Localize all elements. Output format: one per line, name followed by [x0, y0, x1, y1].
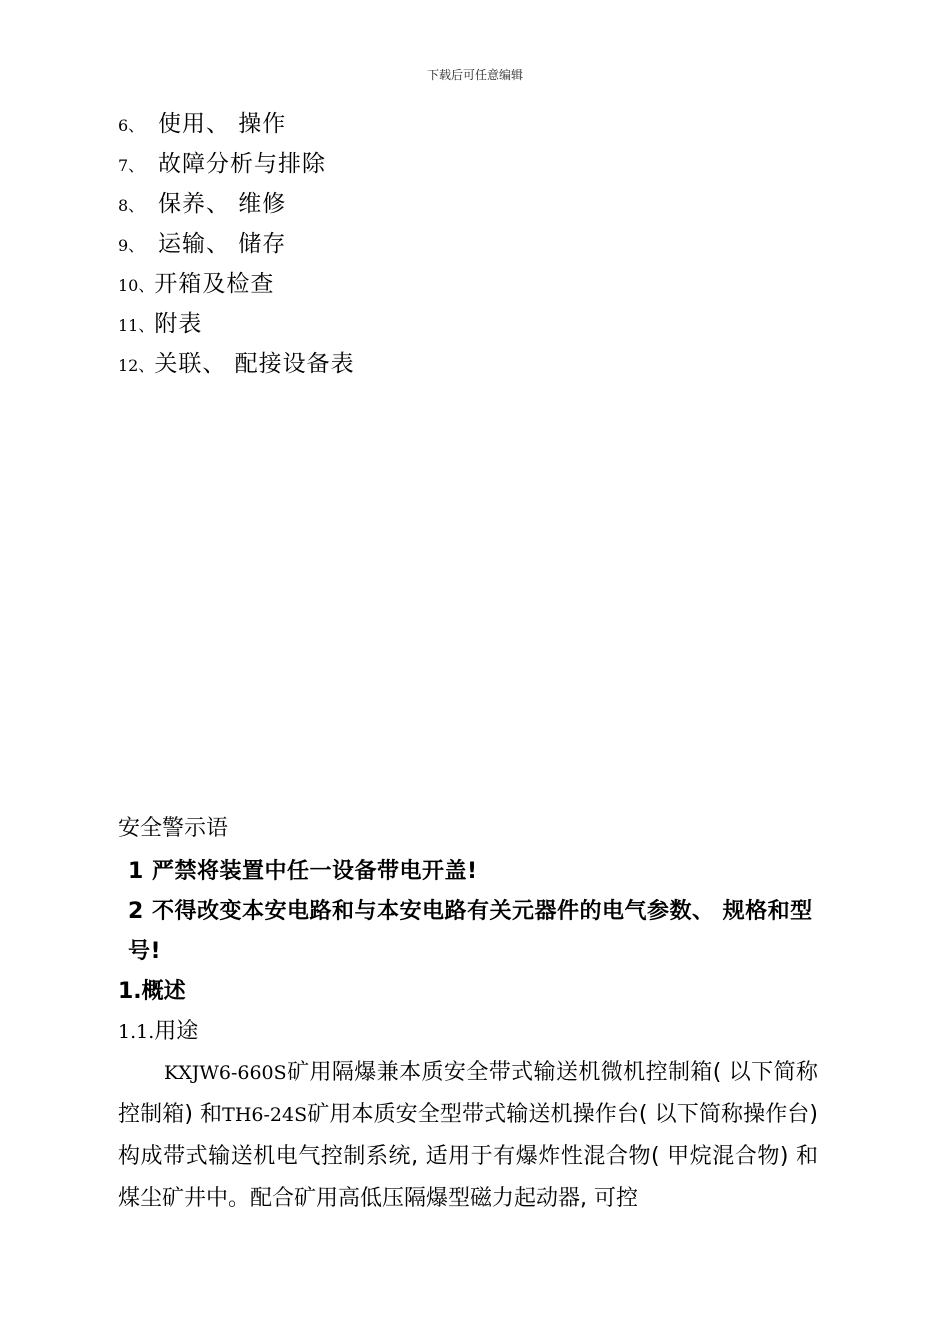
model-number: KXJW6-660S: [164, 1062, 287, 1084]
body-paragraph: [118, 1052, 818, 1220]
toc-text: 开箱及检查: [154, 271, 275, 297]
toc-number: 8、: [118, 196, 145, 215]
toc-text: 使用、 操作: [158, 111, 287, 137]
toc-item: [118, 348, 355, 388]
warning-title: 安全警示语: [118, 816, 229, 841]
subsection-number: 1.1.: [118, 1021, 155, 1043]
paragraph-text: 矿用本质安全型带式输送机操作台( 以下简称操作台) 构成带式输送机电气控制系统, 适用于有爆炸性混合物( 甲烷混合物) 和煤尘矿井中。配合矿用高低压隔爆型磁力起动器, 可控: [118, 1102, 818, 1211]
warning-line-2: 2 不得改变本安电路和与本安电路有关元器件的电气参数、 规格和型号!: [128, 899, 813, 964]
model-number: TH6-24S: [222, 1104, 308, 1126]
paragraph-text: 矿用隔爆兼本质安全带式输送机微机控制箱( 以下简称控制箱) 和: [118, 1060, 818, 1127]
safety-warning: [118, 812, 818, 972]
section-title: 1.概述: [118, 979, 186, 1004]
toc-text: 保养、 维修: [158, 191, 287, 217]
table-of-contents: [118, 108, 355, 388]
subsection-title: [118, 1012, 198, 1052]
toc-item: [118, 228, 355, 268]
toc-item: [118, 148, 355, 188]
page-header: 下载后可任意编辑: [426, 68, 523, 82]
toc-item: [118, 108, 355, 148]
toc-text: 故障分析与排除: [158, 151, 326, 177]
toc-text: 关联、 配接设备表: [154, 351, 355, 377]
toc-text: 运输、 储存: [158, 231, 287, 257]
toc-item: [118, 188, 355, 228]
toc-number: 10、: [118, 276, 155, 295]
warning-line-1: 1 严禁将装置中任一设备带电开盖!: [128, 859, 478, 884]
toc-number: 9、: [118, 236, 145, 255]
toc-number: 6、: [118, 116, 145, 135]
toc-item: [118, 268, 355, 308]
toc-item: [118, 308, 355, 348]
toc-text: 附表: [154, 311, 203, 337]
toc-number: 7、: [118, 156, 145, 175]
subsection-text: 用途: [154, 1019, 199, 1044]
toc-number: 11、: [118, 316, 155, 335]
toc-number: 12、: [118, 356, 155, 375]
